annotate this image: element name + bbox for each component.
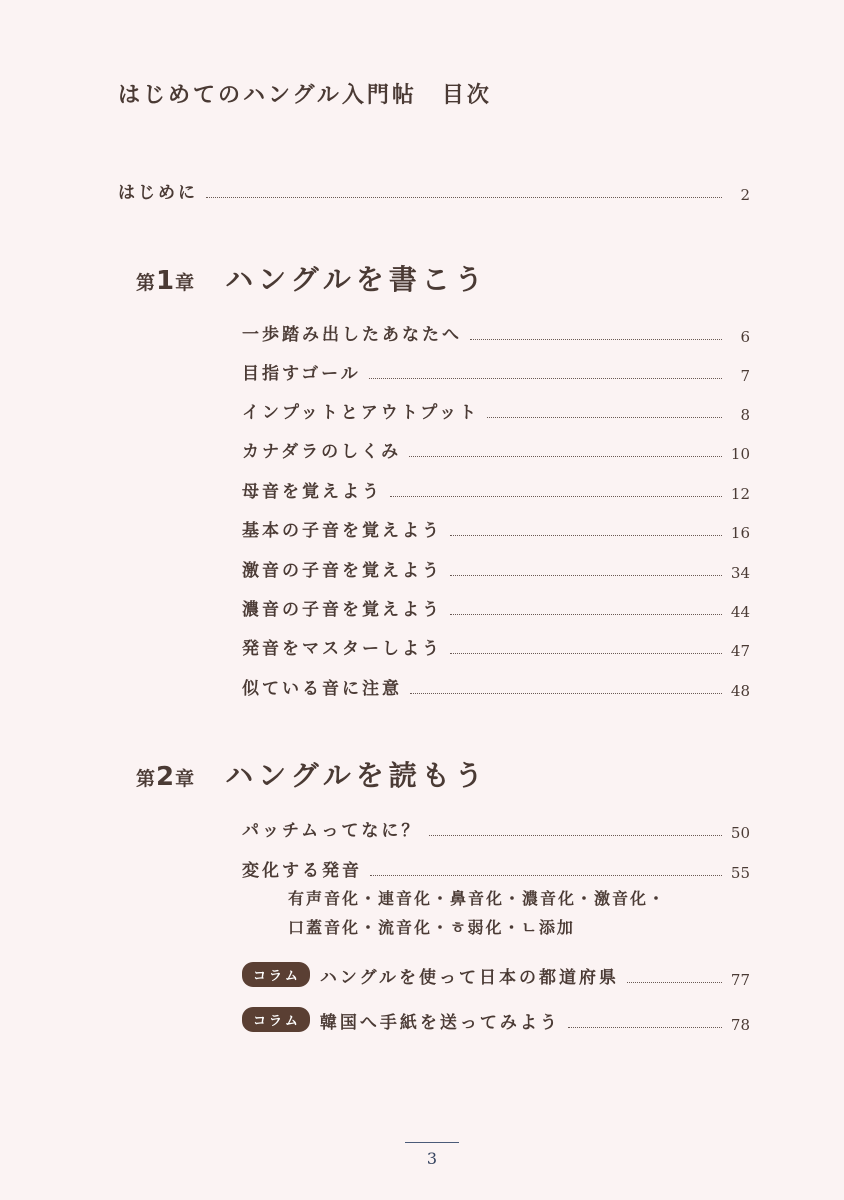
toc-entry-page: 7 xyxy=(740,367,750,385)
chapter-title: ハングルを読もう xyxy=(225,759,488,792)
toc-entry-intro[interactable] xyxy=(118,178,750,203)
dot-leader xyxy=(568,1027,722,1028)
dot-leader xyxy=(429,835,722,836)
toc-entry-label: 韓国へ手紙を送ってみよう xyxy=(319,1013,560,1033)
dot-leader xyxy=(450,614,722,615)
toc-entry-label: 濃音の子音を覚えよう xyxy=(242,600,442,620)
toc-entry-page: 44 xyxy=(730,603,750,621)
toc-entry-label: 変化する発音 xyxy=(242,861,362,881)
chapter-title: ハングルを書こう xyxy=(225,263,488,296)
toc-entry-label: インプットとアウトプット xyxy=(242,403,480,423)
dot-leader xyxy=(450,653,722,654)
toc-entry[interactable] xyxy=(242,516,750,541)
toc-entry-page: 8 xyxy=(740,406,750,424)
toc-entry[interactable] xyxy=(242,477,750,502)
toc-entry-column[interactable] xyxy=(242,1007,750,1033)
toc-entry[interactable] xyxy=(242,674,750,699)
toc-entry-label: 似ている音に注意 xyxy=(242,679,402,699)
toc-entry-page: 12 xyxy=(730,485,750,503)
toc-entry-label: ハングルを使って日本の都道府県 xyxy=(319,968,620,988)
toc-entry-page: 47 xyxy=(730,642,750,660)
toc-entry-label: はじめに xyxy=(118,183,198,203)
toc-entry[interactable] xyxy=(242,398,750,423)
toc-entry-page: 2 xyxy=(740,186,750,204)
dot-leader xyxy=(450,535,722,536)
toc-entry-column[interactable] xyxy=(242,962,750,988)
dot-leader xyxy=(487,417,722,418)
toc-entry[interactable] xyxy=(242,816,750,841)
toc-entry-page: 50 xyxy=(730,824,750,842)
toc-entry-label: 発音をマスターしよう xyxy=(242,639,442,659)
toc-entry-label: 母音を覚えよう xyxy=(242,482,382,502)
toc-entry-page: 55 xyxy=(730,864,750,882)
toc-entry-page: 10 xyxy=(730,445,750,463)
dot-leader xyxy=(409,456,722,457)
dot-leader xyxy=(370,875,722,876)
toc-entry[interactable] xyxy=(242,595,750,620)
dot-leader xyxy=(206,197,722,198)
page-number: 3 xyxy=(426,1149,438,1168)
column-badge: コラム xyxy=(242,1007,310,1032)
chapter-2-heading xyxy=(136,754,488,794)
toc-entry-label: 激音の子音を覚えよう xyxy=(242,561,442,581)
toc-entry-page: 77 xyxy=(730,971,750,989)
toc-subtopics-line: 有声音化・連音化・鼻音化・濃音化・激音化・ xyxy=(288,889,667,908)
toc-entry[interactable] xyxy=(242,359,750,384)
page-number-rule xyxy=(405,1142,459,1143)
toc-entry[interactable] xyxy=(242,556,750,581)
chapter-number: 第2章 xyxy=(136,762,196,792)
dot-leader xyxy=(470,339,722,340)
toc-entry-page: 48 xyxy=(730,682,750,700)
dot-leader xyxy=(410,693,722,694)
dot-leader xyxy=(450,575,722,576)
toc-entry-label: 目指すゴール xyxy=(242,364,361,384)
toc-entry-page: 16 xyxy=(730,524,750,542)
toc-entry[interactable] xyxy=(242,437,750,462)
toc-entry-label: カナダラのしくみ xyxy=(242,442,402,462)
toc-entry-label: 一歩踏み出したあなたへ xyxy=(242,325,462,345)
toc-entry[interactable] xyxy=(242,634,750,659)
toc-entry-label: パッチムってなに？ xyxy=(242,821,422,841)
chapter-1-heading xyxy=(136,258,488,298)
column-badge: コラム xyxy=(242,962,310,987)
dot-leader xyxy=(369,378,722,379)
page-title: はじめてのハングル入門帖 目次 xyxy=(118,83,492,108)
toc-entry-label: 基本の子音を覚えよう xyxy=(242,521,442,541)
toc-entry-page: 6 xyxy=(740,328,750,346)
dot-leader xyxy=(390,496,722,497)
toc-entry-page: 78 xyxy=(730,1016,750,1034)
toc-subtopics-line: 口蓋音化・流音化・ㅎ弱化・ㄴ添加 xyxy=(288,918,575,937)
toc-entry-page: 34 xyxy=(730,564,750,582)
toc-entry[interactable] xyxy=(242,320,750,345)
toc-entry[interactable] xyxy=(242,856,750,881)
chapter-number: 第1章 xyxy=(136,266,196,296)
dot-leader xyxy=(627,982,722,983)
